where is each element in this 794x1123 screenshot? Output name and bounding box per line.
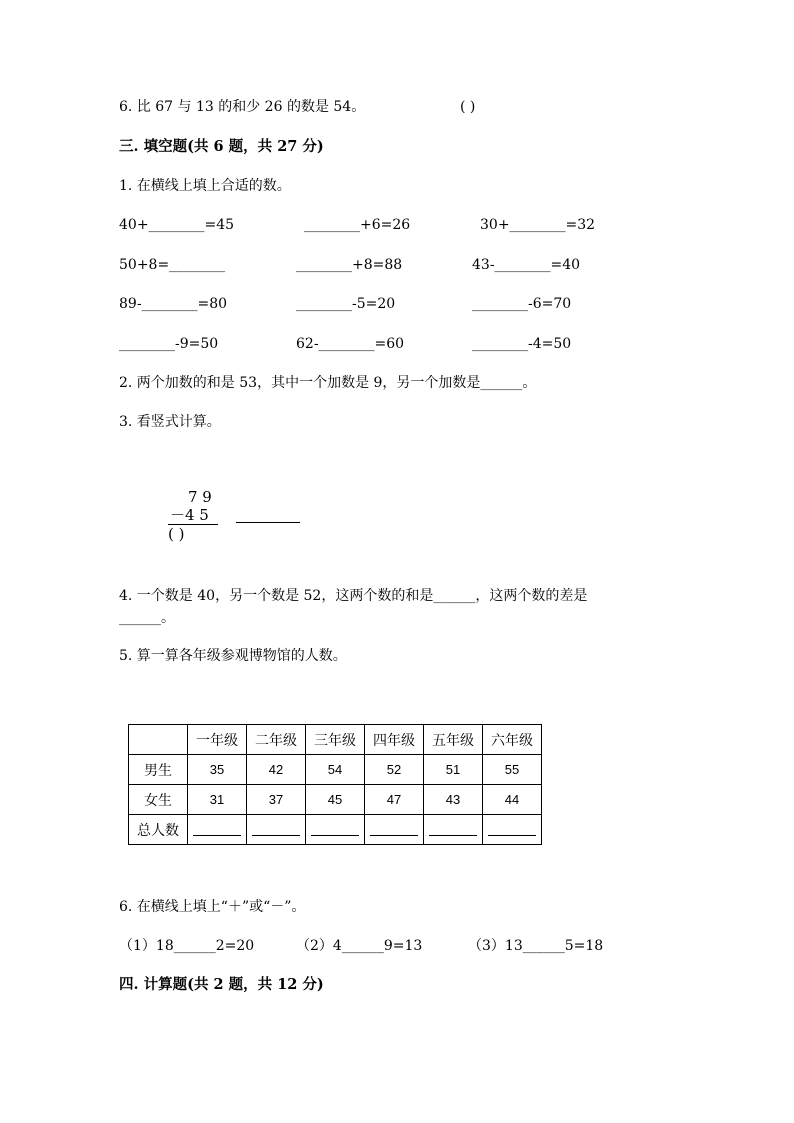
vertical-answer-line[interactable]	[236, 522, 300, 523]
table-corner	[129, 725, 188, 755]
table-row	[129, 785, 542, 815]
header-grade-1: 一年级	[188, 725, 247, 755]
table-cell: 47	[365, 785, 424, 815]
vertical-subtraction	[168, 488, 228, 543]
header-grade-2: 二年级	[247, 725, 306, 755]
q1-r2c3[interactable]: 43-________=40	[472, 257, 581, 273]
header-grade-6: 六年级	[483, 725, 542, 755]
total-blank[interactable]	[483, 815, 542, 845]
header-grade-4: 四年级	[365, 725, 424, 755]
section-4-title: 四. 计算题(共 2 题，共 12 分)	[119, 976, 324, 993]
row-label-boys: 男生	[129, 755, 188, 785]
q6-item-2[interactable]: （2）4______9=13	[296, 938, 423, 954]
q1-r3c1[interactable]: 89-________=80	[119, 296, 228, 312]
table-cell: 31	[188, 785, 247, 815]
table-cell: 43	[424, 785, 483, 815]
table-cell: 37	[247, 785, 306, 815]
table-cell: 44	[483, 785, 542, 815]
table-cell: 54	[306, 755, 365, 785]
vertical-result[interactable]: ( )	[168, 524, 218, 543]
museum-visitors-table	[128, 724, 542, 845]
row-label-total: 总人数	[129, 815, 188, 845]
answer-parentheses[interactable]: ( )	[460, 99, 476, 115]
q1-r1c1[interactable]: 40+________=45	[119, 217, 235, 233]
table-cell: 51	[424, 755, 483, 785]
total-blank[interactable]	[247, 815, 306, 845]
total-blank[interactable]	[188, 815, 247, 845]
q1-r1c2[interactable]: ________+6=26	[304, 217, 411, 233]
table-header-row	[129, 725, 542, 755]
total-blank[interactable]	[306, 815, 365, 845]
q1-r4c1[interactable]: ________-9=50	[119, 336, 219, 352]
table-row-total	[129, 815, 542, 845]
fill-question-3: 3. 看竖式计算。	[119, 414, 221, 430]
fill-question-5: 5. 算一算各年级参观博物馆的人数。	[119, 648, 347, 664]
fill-question-6: 6. 在横线上填上“＋”或“－”。	[119, 899, 306, 915]
q1-r4c3[interactable]: ________-4=50	[472, 336, 572, 352]
q1-r2c1[interactable]: 50+8=________	[119, 257, 226, 273]
total-blank[interactable]	[424, 815, 483, 845]
table-cell: 45	[306, 785, 365, 815]
table-cell: 55	[483, 755, 542, 785]
q1-r1c3[interactable]: 30+________=32	[480, 217, 596, 233]
fill-question-4-cont: ______。	[119, 610, 175, 626]
section-3-title: 三. 填空题(共 6 题，共 27 分)	[119, 138, 324, 155]
fill-question-2: 2. 两个加数的和是 53，其中一个加数是 9，另一个加数是______。	[119, 375, 537, 391]
q1-r2c2[interactable]: ________+8=88	[296, 257, 403, 273]
header-grade-5: 五年级	[424, 725, 483, 755]
table-cell: 42	[247, 755, 306, 785]
q6-item-1[interactable]: （1）18______2=20	[119, 938, 255, 954]
q1-r3c3[interactable]: ________-6=70	[472, 296, 572, 312]
q1-r4c2[interactable]: 62-________=60	[296, 336, 405, 352]
vertical-line-1: 7 9	[188, 488, 212, 506]
fill-question-1: 1. 在横线上填上合适的数。	[119, 178, 291, 194]
q6-item-3[interactable]: （3）13______5=18	[468, 938, 604, 954]
header-grade-3: 三年级	[306, 725, 365, 755]
vertical-line-2: －4 5	[170, 506, 209, 524]
table-cell: 52	[365, 755, 424, 785]
total-blank[interactable]	[365, 815, 424, 845]
judge-question-6: 6. 比 67 与 13 的和少 26 的数是 54。	[119, 99, 366, 115]
table-cell: 35	[188, 755, 247, 785]
q1-r3c2[interactable]: ________-5=20	[296, 296, 396, 312]
row-label-girls: 女生	[129, 785, 188, 815]
fill-question-4: 4. 一个数是 40，另一个数是 52，这两个数的和是______，这两个数的差是	[119, 588, 588, 604]
table-row	[129, 755, 542, 785]
